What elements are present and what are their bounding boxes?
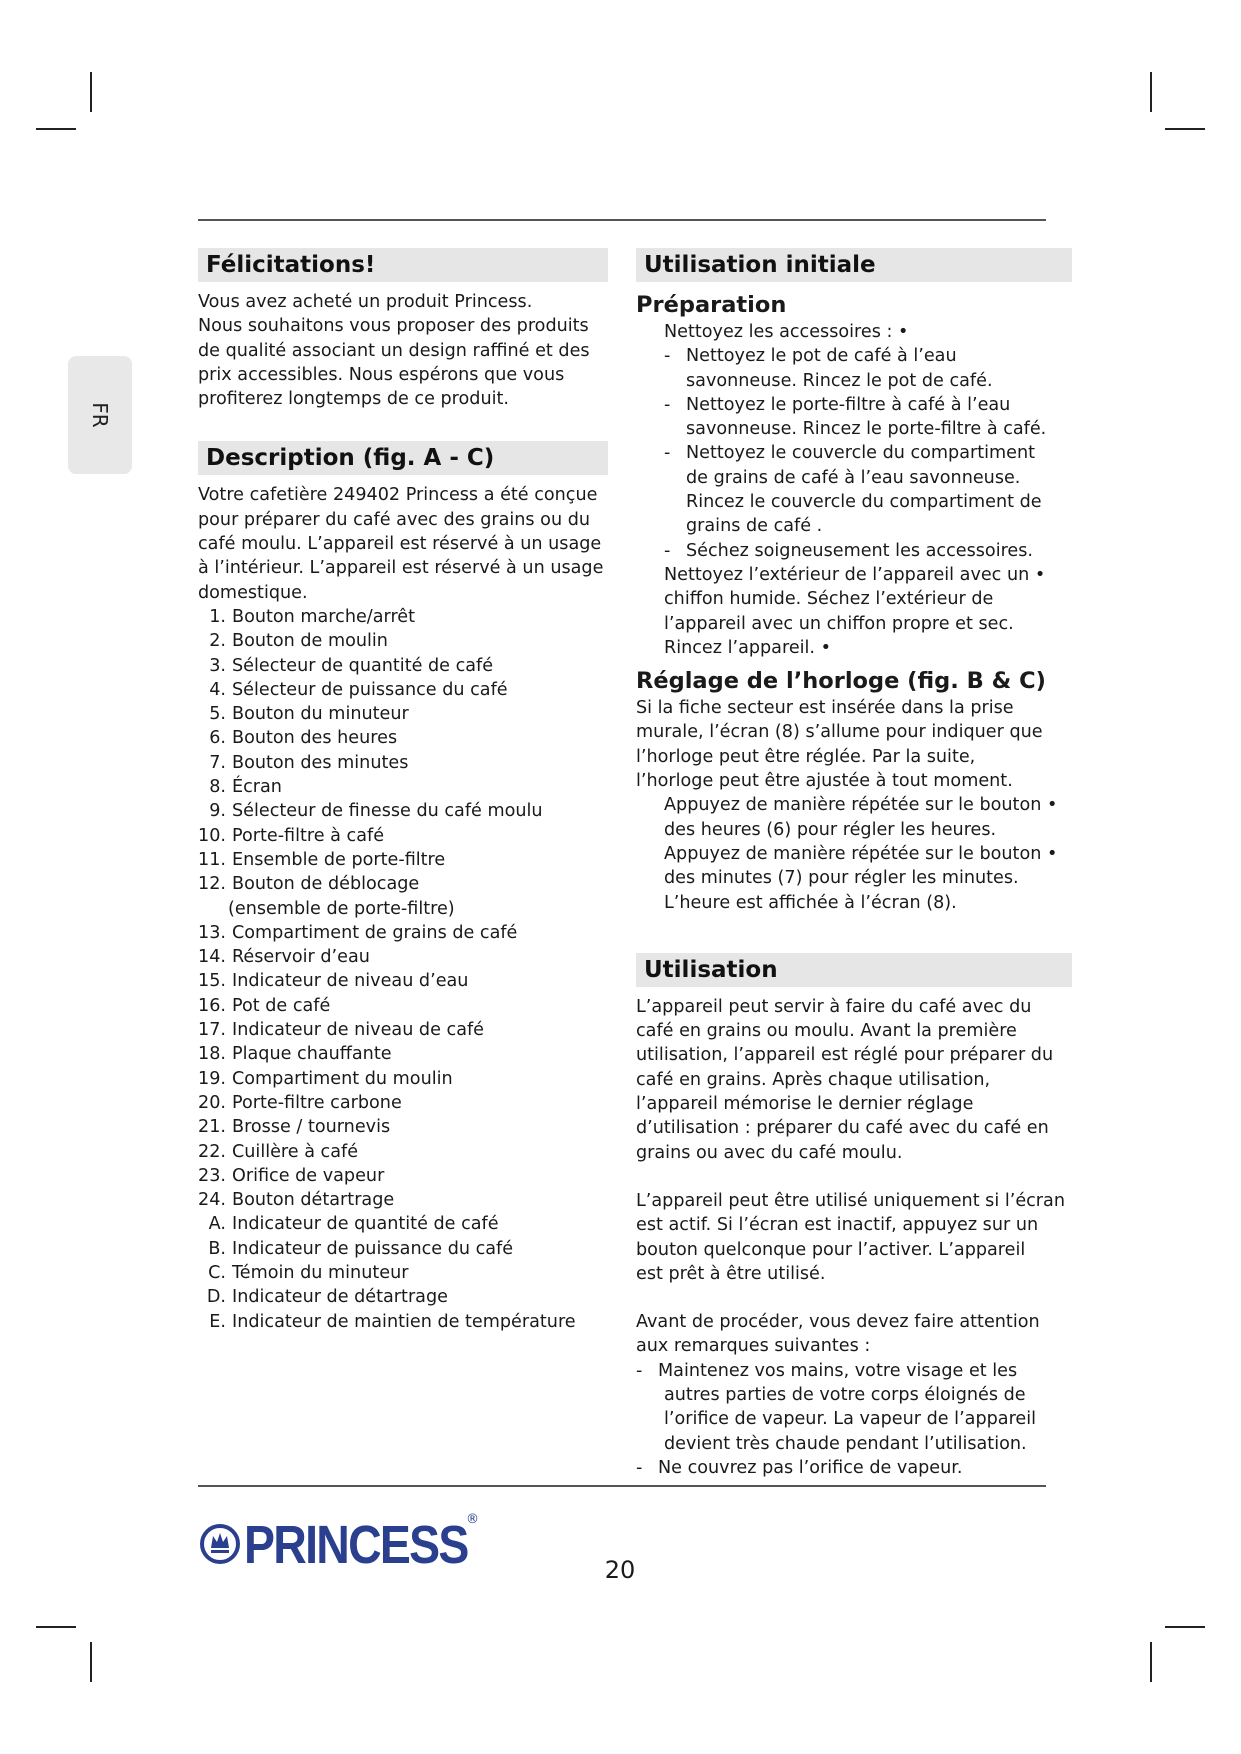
item-label: Orifice de vapeur (232, 1165, 385, 1186)
text-line: Votre cafetière 249402 Princess a été conçue (198, 485, 598, 506)
line-text: Séchez soigneusement les accessoires. (686, 540, 1034, 561)
item-number: 8. (209, 777, 226, 798)
line-text: savonneuse. Rincez le pot de café. (686, 370, 993, 391)
line-text: Appuyez de manière répétée sur le bouton • (664, 795, 1058, 816)
line-text: Nettoyez l’extérieur de l’appareil avec un • (664, 564, 1046, 585)
bullet-dash: - (664, 346, 671, 367)
line-text: de grains de café à l’eau savonneuse. (686, 467, 1021, 488)
text-line (636, 539, 1072, 563)
text-line: domestique. (198, 582, 308, 603)
parts-list-item (198, 1115, 608, 1139)
item-label: Indicateur de puissance du café (232, 1238, 514, 1259)
text-line: l’appareil mémorise le dernier réglage (636, 1094, 974, 1115)
description-heading: Description (fig. A - C) (198, 441, 608, 475)
item-number: 12. (198, 874, 226, 895)
item-label: Compartiment de grains de café (232, 922, 518, 943)
line-text: L’heure est affichée à l’écran (8). (664, 892, 957, 913)
item-number: 15. (198, 971, 226, 992)
parts-list-item (198, 1212, 608, 1236)
crop-mark (1150, 1642, 1152, 1682)
parts-list-item (198, 945, 608, 969)
text-line (636, 696, 1072, 720)
text-line: aux remarques suivantes : (636, 1336, 871, 1357)
text-line: Vous avez acheté un produit Princess. (198, 292, 533, 312)
line-text: savonneuse. Rincez le porte-filtre à café. (686, 419, 1047, 440)
crop-mark (1165, 128, 1205, 130)
text-line (636, 563, 1072, 587)
registered-mark: ® (466, 1512, 479, 1527)
item-number: 11. (198, 849, 226, 870)
text-line (636, 842, 1072, 866)
item-number: B. (208, 1238, 226, 1259)
item-label: Cuillère à café (232, 1141, 359, 1162)
preparation-text (636, 320, 1072, 660)
item-label: Pot de café (232, 995, 331, 1016)
parts-list-item (198, 921, 608, 945)
item-label: Bouton des heures (232, 728, 398, 749)
text-line (636, 720, 1072, 744)
item-number: C. (208, 1262, 226, 1283)
item-label: Bouton du minuteur (232, 704, 409, 725)
parts-list-item (198, 1188, 608, 1212)
item-label: Bouton des minutes (232, 752, 409, 773)
text-line: profiterez longtemps de ce produit. (198, 389, 509, 410)
line-text: chiffon humide. Séchez l’extérieur de (664, 589, 994, 610)
item-number: 21. (198, 1117, 226, 1138)
text-line (636, 866, 1072, 890)
text-line (636, 769, 1072, 793)
text-line (636, 441, 1072, 465)
parts-list (198, 605, 608, 1334)
usage-para-1 (636, 995, 1072, 1165)
parts-list-item (198, 848, 608, 872)
item-number: 6. (209, 728, 226, 749)
text-line (636, 466, 1072, 490)
usage-para-2 (636, 1189, 1072, 1286)
item-label: Sélecteur de quantité de café (232, 655, 494, 676)
parts-list-item (198, 1067, 608, 1091)
text-line (636, 320, 1072, 344)
item-label: Porte-filtre à café (232, 825, 385, 846)
line-text: l’appareil avec un chiffon propre et sec. (664, 613, 1014, 634)
item-label: Bouton de moulin (232, 631, 388, 652)
item-label: Ensemble de porte-filtre (232, 849, 446, 870)
text-line: de qualité associant un design raffiné et des (198, 340, 590, 361)
item-label: Plaque chauffante (232, 1044, 392, 1065)
text-line (636, 818, 1072, 842)
description-intro (198, 483, 608, 604)
item-label: Réservoir d’eau (232, 947, 370, 968)
congrats-heading: Félicitations! (198, 248, 608, 282)
preparation-heading: Préparation (636, 292, 787, 318)
item-number: D. (206, 1287, 226, 1308)
item-label: Indicateur de détartrage (232, 1287, 448, 1308)
parts-list-item (198, 751, 608, 775)
line-text: Ne couvrez pas l’orifice de vapeur. (658, 1457, 963, 1478)
item-number: A. (208, 1214, 226, 1235)
line-text: Nettoyez les accessoires : • (664, 322, 909, 342)
item-label: Porte-filtre carbone (232, 1092, 402, 1113)
item-label: Sélecteur de puissance du café (232, 679, 508, 700)
line-text: Nettoyez le pot de café à l’eau (686, 346, 957, 367)
parts-list-item (198, 799, 608, 823)
text-line (636, 393, 1072, 417)
item-label: Indicateur de niveau de café (232, 1020, 484, 1041)
text-line: prix accessibles. Nous espérons que vous (198, 364, 565, 385)
line-text: Appuyez de manière répétée sur le bouton • (664, 843, 1058, 864)
parts-list-item (198, 1164, 608, 1188)
text-line (636, 1432, 1072, 1456)
parts-list-item (198, 1042, 608, 1066)
bullet-dash: - (636, 1360, 643, 1381)
bullet-dash: - (664, 443, 671, 464)
item-number: 17. (198, 1020, 226, 1041)
text-line (636, 793, 1072, 817)
line-text: l’horloge peut être réglée. Par la suite, (636, 746, 976, 767)
line-text: Maintenez vos mains, votre visage et les (658, 1360, 1018, 1381)
text-line: L’appareil peut servir à faire du café avec du (636, 996, 1032, 1017)
parts-list-item (198, 654, 608, 678)
text-line: bouton quelconque pour l’activer. L’appareil (636, 1239, 1026, 1260)
parts-list-item (198, 1310, 608, 1334)
parts-list-item (198, 1140, 608, 1164)
line-text: l’horloge peut être ajustée à tout moment. (636, 771, 1013, 792)
text-line (636, 369, 1072, 393)
item-number: 3. (209, 655, 226, 676)
item-number: 24. (198, 1190, 226, 1211)
item-label: Compartiment du moulin (232, 1068, 453, 1089)
text-line: café en grains. Après chaque utilisation, (636, 1069, 991, 1090)
text-line: Avant de procéder, vous devez faire attention (636, 1312, 1040, 1333)
parts-list-item (198, 1237, 608, 1261)
item-label: Brosse / tournevis (232, 1117, 391, 1138)
parts-list-item (198, 1018, 608, 1042)
item-number: 9. (209, 801, 226, 822)
text-line: pour préparer du café avec des grains ou du (198, 509, 591, 530)
parts-list-item (198, 775, 608, 799)
text-line (636, 587, 1072, 611)
item-number: 7. (209, 752, 226, 773)
item-label: Sélecteur de finesse du café moulu (232, 801, 543, 822)
crop-mark (90, 1642, 92, 1682)
item-label: (ensemble de porte-filtre) (228, 898, 455, 919)
princess-logo (198, 1508, 478, 1580)
item-number: 23. (198, 1165, 226, 1186)
item-number: 13. (198, 922, 226, 943)
item-number: 19. (198, 1068, 226, 1089)
line-text: grains de café . (686, 516, 823, 537)
left-column (198, 248, 608, 1334)
item-number: E. (209, 1311, 226, 1332)
bullet-dash: - (636, 1457, 643, 1478)
item-label: Bouton de déblocage (232, 874, 420, 895)
text-line (636, 417, 1072, 441)
text-line (636, 612, 1072, 636)
right-column (636, 248, 1072, 1480)
crop-mark (36, 128, 76, 130)
item-label: Indicateur de quantité de café (232, 1214, 499, 1235)
bottom-rule (198, 1485, 1046, 1487)
initial-use-heading: Utilisation initiale (636, 248, 1072, 282)
text-line: d’utilisation : préparer du café avec du café en (636, 1118, 1049, 1139)
item-number: 22. (198, 1141, 226, 1162)
parts-list-item (198, 824, 608, 848)
parts-list-item (198, 969, 608, 993)
text-line (636, 1456, 1072, 1480)
line-text: des heures (6) pour régler les heures. (664, 819, 997, 840)
bullet-dash: - (664, 394, 671, 415)
line-text: Rincez le couvercle du compartiment de (686, 492, 1042, 513)
item-number: 20. (198, 1092, 226, 1113)
line-text: des minutes (7) pour régler les minutes. (664, 868, 1019, 889)
item-number: 18. (198, 1044, 226, 1065)
item-number: 14. (198, 947, 226, 968)
item-number: 1. (209, 606, 226, 627)
parts-list-item (198, 605, 608, 629)
text-line: Nous souhaitons vous proposer des produits (198, 316, 589, 337)
bullet-dash: - (664, 540, 671, 561)
text-line: est prêt à être utilisé. (636, 1263, 826, 1284)
line-text: Nettoyez le porte-filtre à café à l’eau (686, 394, 1011, 415)
line-text: l’orifice de vapeur. La vapeur de l’appareil (664, 1409, 1037, 1430)
item-label: Témoin du minuteur (232, 1262, 409, 1283)
item-label: Indicateur de niveau d’eau (232, 971, 469, 992)
text-line: est actif. Si l’écran est inactif, appuyez sur un (636, 1215, 1039, 1236)
item-number: 2. (209, 631, 226, 652)
crop-mark (1165, 1626, 1205, 1628)
text-line: grains ou avec du café moulu. (636, 1142, 903, 1163)
top-rule (198, 219, 1046, 221)
clock-heading: Réglage de l’horloge (fig. B & C) (636, 668, 1046, 695)
text-line (636, 1407, 1072, 1431)
line-text: Nettoyez le couvercle du compartiment (686, 443, 1036, 464)
text-line (636, 1383, 1072, 1407)
parts-list-item (198, 1261, 608, 1285)
text-line (636, 636, 1072, 660)
item-label: Bouton détartrage (232, 1190, 395, 1211)
usage-para-3 (636, 1310, 1072, 1359)
item-number: 10. (198, 825, 226, 846)
item-label: Écran (232, 777, 282, 798)
congrats-text (198, 290, 608, 411)
item-number: 5. (209, 704, 226, 725)
text-line (636, 1359, 1072, 1383)
text-line (636, 344, 1072, 368)
line-text: Rincez l’appareil. • (664, 637, 831, 658)
crop-mark (1150, 72, 1152, 112)
line-text: autres parties de votre corps éloignés de (664, 1384, 1026, 1405)
text-line (636, 490, 1072, 514)
parts-list-item (198, 1091, 608, 1115)
parts-list-item (198, 702, 608, 726)
text-line: à l’intérieur. L’appareil est réservé à un usage (198, 558, 604, 579)
language-tab-label: FR (88, 402, 112, 428)
line-text: murale, l’écran (8) s’allume pour indiquer que (636, 722, 1043, 743)
text-line: café en grains ou moulu. Avant la première (636, 1021, 1017, 1042)
parts-list-item (198, 897, 608, 921)
text-line (636, 745, 1072, 769)
parts-list-item (198, 726, 608, 750)
parts-list-item (198, 872, 608, 896)
language-tab (68, 356, 132, 474)
text-line (636, 514, 1072, 538)
page-number: 20 (604, 1556, 636, 1584)
line-text: Si la fiche secteur est insérée dans la prise (636, 698, 1014, 719)
parts-list-item (198, 678, 608, 702)
usage-warnings (636, 1359, 1072, 1480)
usage-heading: Utilisation (636, 953, 1072, 987)
parts-list-item (198, 994, 608, 1018)
brand-name: PRINCESS (244, 1515, 468, 1575)
item-number: 16. (198, 995, 226, 1016)
crop-mark (36, 1626, 76, 1628)
item-label: Indicateur de maintien de température (232, 1311, 576, 1332)
text-line: café moulu. L’appareil est réservé à un usage (198, 534, 602, 555)
text-line: utilisation, l’appareil est réglé pour préparer du (636, 1045, 1054, 1066)
parts-list-item (198, 629, 608, 653)
text-line (636, 891, 1072, 915)
item-number: 4. (209, 679, 226, 700)
item-label: Bouton marche/arrêt (232, 606, 416, 627)
line-text: devient très chaude pendant l’utilisation. (664, 1433, 1027, 1454)
clock-text (636, 696, 1072, 915)
text-line: L’appareil peut être utilisé uniquement si l’écran (636, 1190, 1065, 1211)
crop-mark (90, 72, 92, 112)
parts-list-item (198, 1285, 608, 1309)
